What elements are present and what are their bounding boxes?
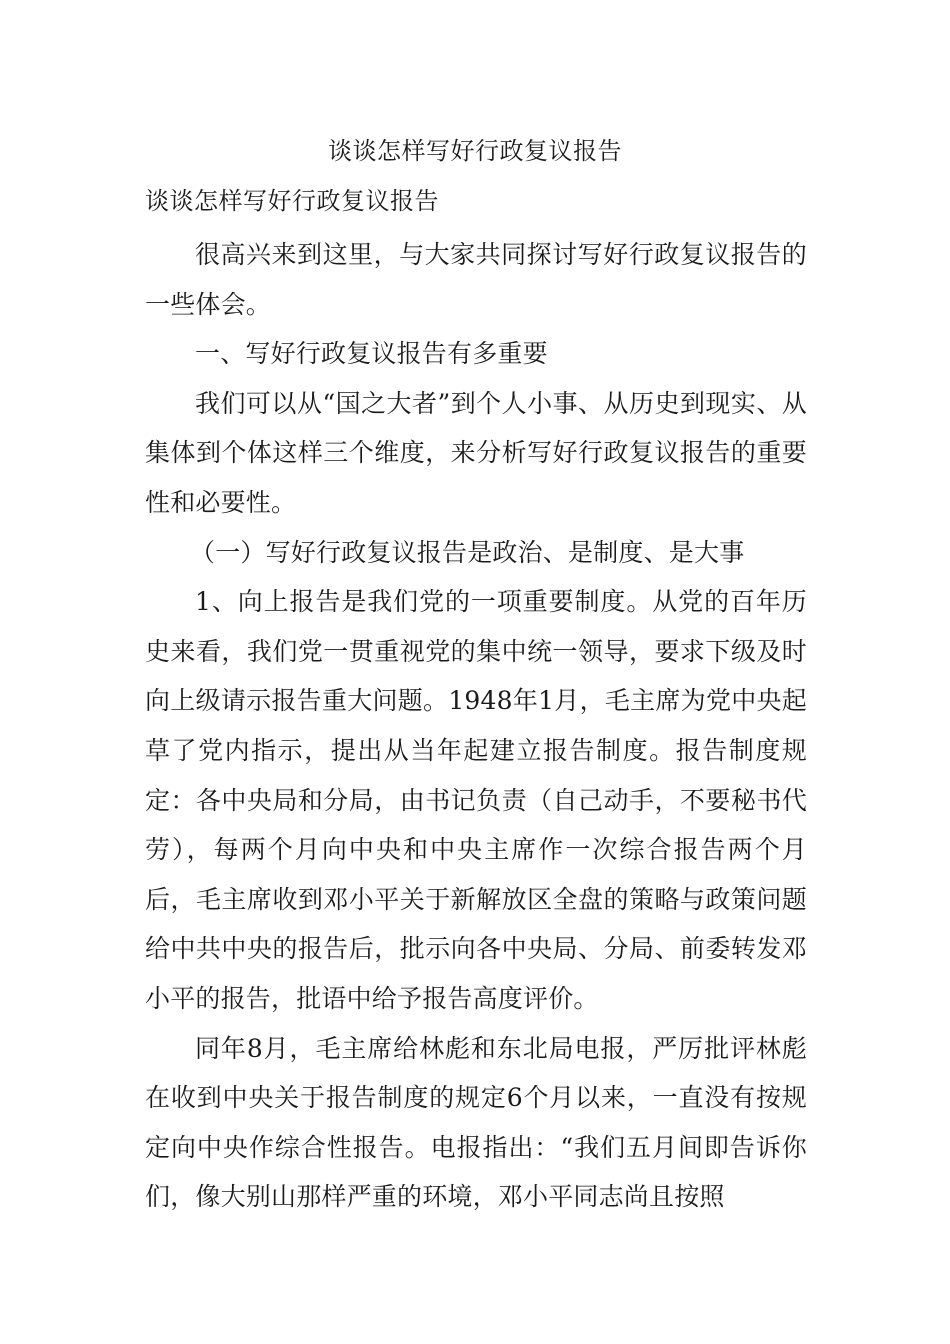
document-title: 谈谈怎样写好行政复议报告 <box>328 137 622 165</box>
document-subtitle: 谈谈怎样写好行政复议报告 <box>145 187 439 215</box>
paragraph-history: 1、向上报告是我们党的一项重要制度。从党的百年历史来看，我们党一贯重视党的集中统一领导，要求下级及时向上级请示报告重大问题。1948年1月，毛主席为党中央起草了党内指示，提出从当年起建立报告制度。报告制度规定：各中央局和分局，由书记负责（自己动手，不要秘书代劳），每两个月向中央和中央主席作一次综合报告两个月后，毛主席收到邓小平关于新解放区全盘的策略与政策问题给中共中央的报告后，批示向各中央局、分局、前委转发邓小平的报告，批语中给予报告高度评价。 <box>145 587 807 1013</box>
section-heading: 一、写好行政复议报告有多重要 <box>195 339 548 369</box>
subsection-heading: （一）写好行政复议报告是政治、是制度、是大事 <box>190 537 745 567</box>
paragraph-intro: 很高兴来到这里，与大家共同探讨写好行政复议报告的一些体会。 <box>145 240 807 319</box>
paragraph-telegram: 同年8月，毛主席给林彪和东北局电报，严厉批评林彪在收到中央关于报告制度的规定6个月以来，一直没有按规定向中央作综合性报告。电报指出：“我们五月间即告诉你们，像大别山那样严重的环境，邓小平同志尚且按照 <box>145 1033 807 1212</box>
paragraph-dimensions: 我们可以从“国之大者”到个人小事、从历史到现实、从集体到个体这样三个维度，来分析写好行政复议报告的重要性和必要性。 <box>145 388 807 517</box>
document-body <box>145 230 807 1222</box>
